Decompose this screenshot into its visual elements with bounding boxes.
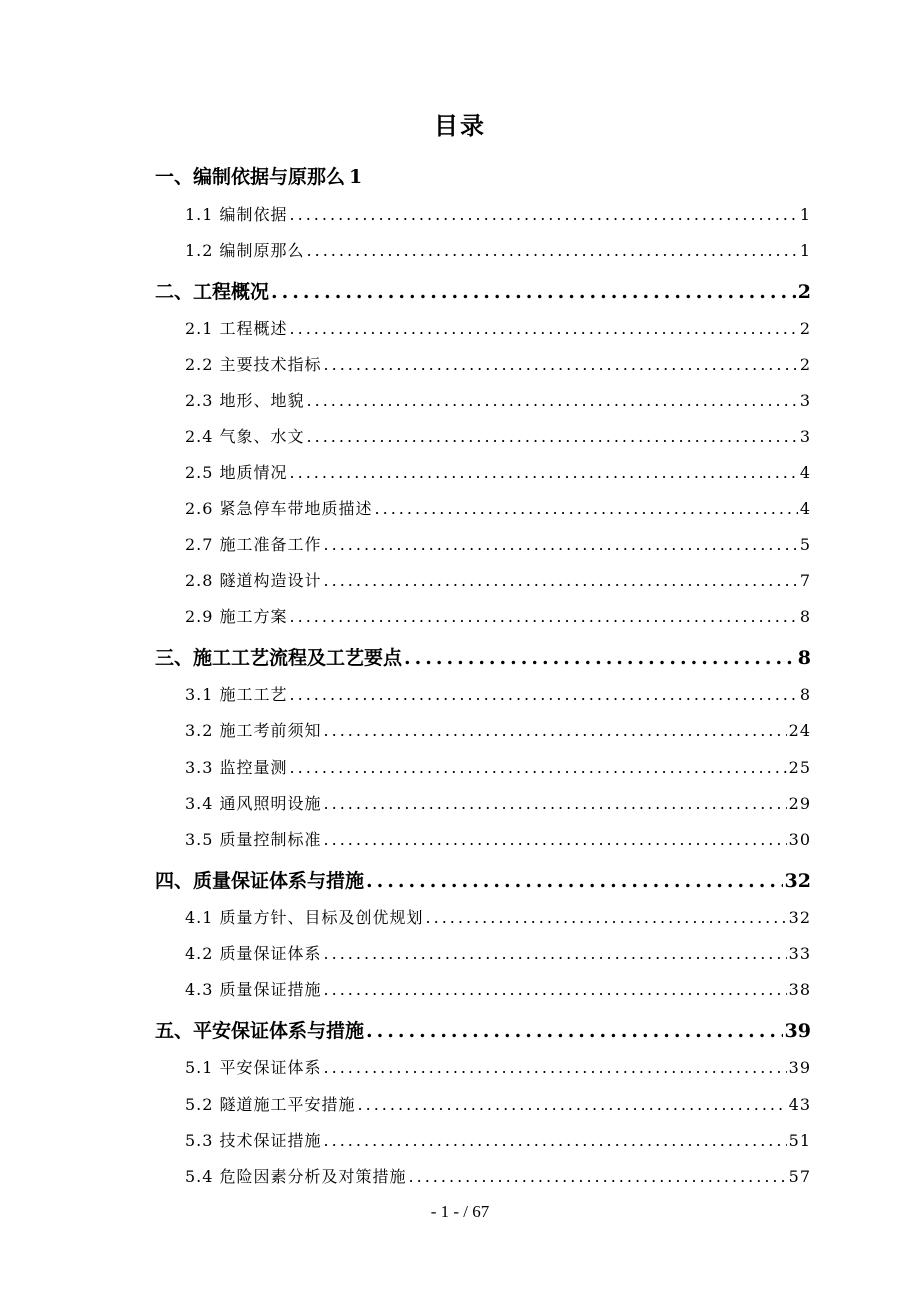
- toc-entry-label: 4.2 质量保证体系: [185, 944, 322, 963]
- toc-chapter-entry[interactable]: [155, 643, 811, 670]
- toc-page-number: 51: [788, 1131, 811, 1150]
- toc-section-entry[interactable]: [185, 941, 811, 964]
- toc-dot-leader: [375, 499, 798, 518]
- toc-entry-label: 5.4 危险因素分析及对策措施: [185, 1167, 407, 1186]
- toc-section-entry[interactable]: [185, 682, 811, 705]
- toc-section-entry[interactable]: [185, 496, 811, 519]
- toc-page-number: 1: [349, 166, 363, 188]
- toc-entry-label: 3.5 质量控制标准: [185, 830, 322, 849]
- toc-page-number: 8: [799, 685, 811, 704]
- toc-entry-label: 3.3 监控量测: [185, 758, 288, 777]
- toc-dot-leader: [271, 281, 796, 303]
- toc-chapter-entry[interactable]: [155, 866, 811, 893]
- toc-dot-leader: [324, 1058, 787, 1077]
- toc-entry-label: 1.1 编制依据: [185, 205, 288, 224]
- toc-entry-label: 5.3 技术保证措施: [185, 1131, 322, 1150]
- toc-dot-leader: [324, 355, 798, 374]
- toc-entry-label: 2.6 紧急停车带地质描述: [185, 499, 373, 518]
- toc-dot-leader: [324, 721, 787, 740]
- toc-section-entry[interactable]: [185, 238, 811, 261]
- toc-page-number: 5: [799, 535, 811, 554]
- toc-page-number: 25: [788, 758, 811, 777]
- toc-dot-leader: [324, 571, 798, 590]
- toc-entry-label: 3.2 施工考前须知: [185, 721, 322, 740]
- toc-page-number: 33: [788, 944, 811, 963]
- toc-page-number: 3: [799, 427, 811, 446]
- toc-section-entry[interactable]: [185, 755, 811, 778]
- toc-page-number: 39: [784, 1020, 811, 1042]
- toc-entry-label: 2.3 地形、地貌: [185, 391, 305, 410]
- toc-page-number: 4: [799, 499, 811, 518]
- toc-entry-label: 2.8 隧道构造设计: [185, 571, 322, 590]
- toc-section-entry[interactable]: [185, 827, 811, 850]
- toc-entry-label: 2.7 施工准备工作: [185, 535, 322, 554]
- toc-page-number: 3: [799, 391, 811, 410]
- toc-page-number: 2: [797, 281, 811, 303]
- toc-dot-leader: [324, 535, 798, 554]
- toc-dot-leader: [290, 758, 787, 777]
- toc-page-number: 7: [799, 571, 811, 590]
- toc-chapter-entry[interactable]: [155, 162, 362, 189]
- toc-dot-leader: [307, 427, 798, 446]
- toc-dot-leader: [307, 241, 798, 260]
- toc-entry-label: 5.2 隧道施工平安措施: [185, 1095, 356, 1114]
- toc-page-number: 38: [788, 980, 811, 999]
- toc-dot-leader: [290, 685, 798, 704]
- toc-dot-leader: [290, 205, 798, 224]
- toc-section-entry[interactable]: [185, 1164, 811, 1187]
- page-footer: - 1 - / 67: [430, 1202, 490, 1221]
- toc-page-number: 8: [797, 647, 811, 669]
- toc-page-number: 1: [799, 205, 811, 224]
- toc-page-number: 24: [788, 721, 811, 740]
- toc-section-entry[interactable]: [185, 604, 811, 627]
- toc-entry-label: 5.1 平安保证体系: [185, 1058, 322, 1077]
- toc-page-number: 4: [799, 463, 811, 482]
- toc-section-entry[interactable]: [185, 568, 811, 591]
- toc-entry-label: 二、工程概况: [155, 281, 270, 303]
- toc-page-number: 39: [788, 1058, 811, 1077]
- toc-dot-leader: [307, 391, 798, 410]
- toc-dot-leader: [324, 980, 787, 999]
- toc-section-entry[interactable]: [185, 388, 811, 411]
- toc-entry-label: 2.4 气象、水文: [185, 427, 305, 446]
- toc-section-entry[interactable]: [185, 977, 811, 1000]
- toc-section-entry[interactable]: [185, 1092, 811, 1115]
- toc-entry-label: 1.2 编制原那么: [185, 241, 305, 260]
- toc-page-number: 43: [788, 1095, 811, 1114]
- toc-entry-label: 2.2 主要技术指标: [185, 355, 322, 374]
- toc-entry-label: 4.3 质量保证措施: [185, 980, 322, 999]
- toc-chapter-entry[interactable]: [155, 277, 811, 304]
- toc-section-entry[interactable]: [185, 718, 811, 741]
- toc-dot-leader: [290, 463, 798, 482]
- toc-entry-label: 3.1 施工工艺: [185, 685, 288, 704]
- toc-dot-leader: [324, 794, 787, 813]
- toc-section-entry[interactable]: [185, 1055, 811, 1078]
- toc-page-number: 8: [799, 607, 811, 626]
- toc-dot-leader: [358, 1095, 787, 1114]
- toc-section-entry[interactable]: [185, 424, 811, 447]
- toc-page-number: 29: [788, 794, 811, 813]
- toc-page-number: 2: [799, 319, 811, 338]
- toc-dot-leader: [290, 607, 798, 626]
- toc-dot-leader: [324, 944, 787, 963]
- toc-entry-label: 2.1 工程概述: [185, 319, 288, 338]
- toc-entry-label: 4.1 质量方针、目标及创优规划: [185, 908, 424, 927]
- toc-section-entry[interactable]: [185, 905, 811, 928]
- toc-title: 目录: [434, 111, 486, 140]
- toc-section-entry[interactable]: [185, 460, 811, 483]
- toc-entry-label: 四、质量保证体系与措施: [155, 870, 365, 892]
- toc-section-entry[interactable]: [185, 202, 811, 225]
- toc-page-number: 30: [788, 830, 811, 849]
- toc-dot-leader: [324, 1131, 787, 1150]
- toc-dot-leader: [366, 1020, 783, 1042]
- toc-dot-leader: [404, 647, 796, 669]
- toc-section-entry[interactable]: [185, 316, 811, 339]
- toc-page-number: 1: [799, 241, 811, 260]
- toc-section-entry[interactable]: [185, 352, 811, 375]
- toc-entry-label: 三、施工工艺流程及工艺要点: [155, 647, 403, 669]
- toc-chapter-entry[interactable]: [155, 1016, 811, 1043]
- toc-page-number: 32: [788, 908, 811, 927]
- toc-dot-leader: [426, 908, 787, 927]
- toc-dot-leader: [409, 1167, 787, 1186]
- toc-section-entry[interactable]: [185, 791, 811, 814]
- toc-entry-label: 五、平安保证体系与措施: [155, 1020, 365, 1042]
- toc-entry-label: 2.5 地质情况: [185, 463, 288, 482]
- toc-section-entry[interactable]: [185, 532, 811, 555]
- toc-page-number: 32: [784, 870, 811, 892]
- toc-entry-label: 2.9 施工方案: [185, 607, 288, 626]
- toc-dot-leader: [290, 319, 798, 338]
- toc-section-entry[interactable]: [185, 1128, 811, 1151]
- toc-entry-label: 3.4 通风照明设施: [185, 794, 322, 813]
- toc-entry-label: 一、编制依据与原那么: [155, 166, 346, 188]
- toc-page-number: 57: [788, 1167, 811, 1186]
- toc-dot-leader: [324, 830, 787, 849]
- toc-dot-leader: [366, 870, 783, 892]
- toc-page-number: 2: [799, 355, 811, 374]
